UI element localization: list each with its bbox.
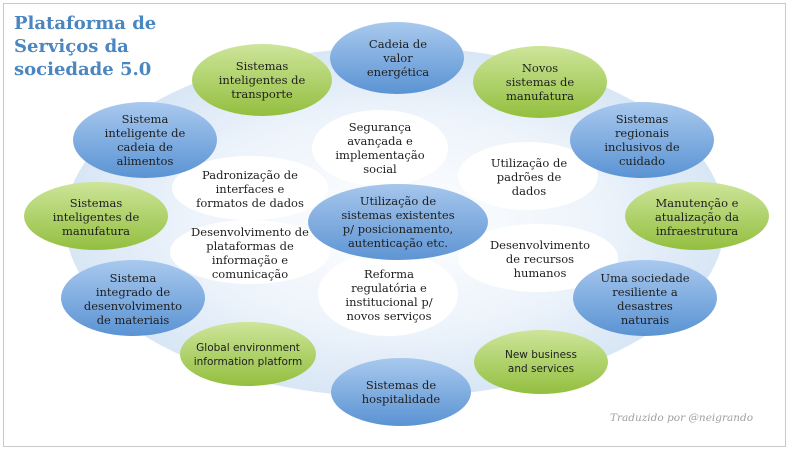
outer-label-business: New business and services [504,349,577,375]
outer-label-infrastructure: Manutenção e atualização da infraestrutura [654,196,740,238]
outer-label-energy: Cadeia de valor energética [366,37,430,79]
outer-label-transport: Sistemas inteligentes de transporte [218,59,306,101]
diagram-title: Plataforma de Serviços da sociedade 5.0 [14,13,157,80]
translation-credit: Traduzido por @neigrando [610,412,754,424]
outer-label-hospitality: Sistemas de hospitalidade [361,378,441,406]
inner-label-human-resources: Desenvolvimento de recursos humanos [489,238,591,280]
outer-label-materials: Sistema integrado de desenvolvimento de materiais [83,271,183,327]
outer-label-care: Sistemas regionais inclusivos de cuidado [604,112,680,168]
inner-label-platforms: Desenvolvimento de plataformas de informação e comunicação [191,225,309,281]
outer-label-smart-manufacturing: Sistemas inteligentes de manufatura [52,196,140,238]
outer-label-new-manufacturing: Novos sistemas de manufatura [505,61,575,103]
center-label: Utilização de sistemas existentes p/ posicionamento, autenticação etc. [341,194,455,250]
inner-label-interfaces: Padronização de interfaces e formatos de dados [196,168,304,210]
inner-label-security: Segurança avançada e implementação social [335,120,425,176]
outer-label-resilience: Uma sociedade resiliente a desastres naturais [600,271,690,327]
outer-label-global-env: Global environment information platform [193,342,303,368]
outer-label-food: Sistema inteligente de cadeia de alimentos [104,112,186,168]
inner-label-regulatory: Reforma regulatória e institucional p/ novos serviços [345,267,433,323]
inner-label-data-standards: Utilização de padrões de dados [490,156,568,198]
